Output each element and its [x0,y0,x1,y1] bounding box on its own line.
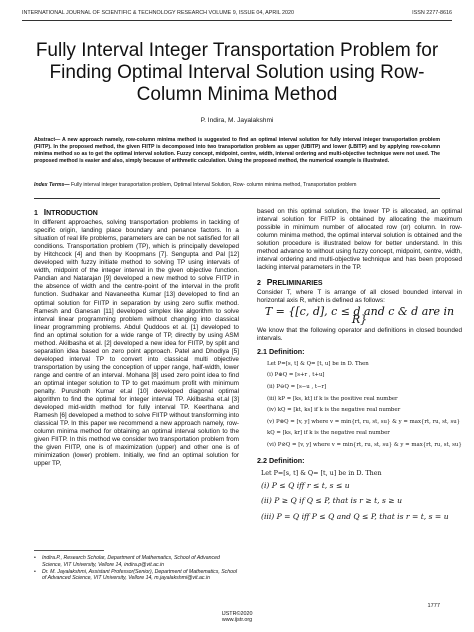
subsection-heading: 2.2 Definition: [257,455,305,465]
body-paragraph: We know that the following operator and definitions in closed bounded intervals. [257,326,462,342]
page-number: 1777 [427,603,440,609]
abstract-text: A new approach namely, row-column minima method is suggested to find an optimal interval solution for fully interval integer transportation problem (FIITP). In the proposed method, the given FIITP is decomposed into two transportation problem as upper (UBITP) and lower (LBITP) and by applying row-column minima method so as to get the optimal interval solution. Fuzzy concept, midpoint, centre, width, interval ordering and multi-objective technique were not used. The proposed method is easier and also, simply because of arithmetic calculation. Using the proposed method, the numerical example is illustrated. [34,137,440,164]
journal-name: INTERNATIONAL JOURNAL OF SCIENTIFIC & TECHNOLOGY RESEARCH VOLUME 9, ISSUE 04, APRIL 2020 [22,10,294,16]
paper-title: Fully Interval Integer Transportation Problem for Finding Optimal Interval Solution using Row- Column Minima Method [35,40,439,105]
copyright: IJSTR©2020 [221,611,253,617]
interval-set-formula: T = {[c, d], c ≤ d and c & d are in R} [264,304,455,326]
paper-authors: P. Indira, M. Jayalakshmi [200,117,274,124]
intro-paragraph: In different approaches, solving transportation problems in tackling of specific origin, landing place boundary and penance factors. In a situation of real life problems, parameters are can be not satisfied for all conditions. Transportation problem (TP), which is principally developed by Hitchcock [4] and then by Koopmans [7]. Sengupta and Pal [12] developed with fuzzy initiate method to solving TP using intervals of width, midpoint of the integer interval in the given objective function. Pandian and Natarajan [9] developed a new method to solve FIITP in the absence of width and the centre-point of the interval in the profit function. Sudhakar and Navaneetha Kumar [13] developed to find an optimal solution for FIITP in separation by using zero suffix method. Ramesh and Ganesan [11] developed simplex like algorithm to solve interval linear programming problem without changing into classical linear programming problems. Abdul Quddoos et al. [1] developed to find an optimal solution for a wide range of TP, directly by using ASM method. Akilbasha et al. [2] developed a new idea for FIITP, by split and separation idea based on zero point approach. Patel and Dhodiya [5] developed interval TP to convert into classical multi objective transportation by using the conception of upper range, half-width, lower range and centre of an interval. Mohana [8] used zero point idea to find an optimal integer solution to TP to get maximum profit with minimum penalty. Purushoth Kumar et.al [10] developed diagonal optimal algorithm to find the optimal for integer interval TP. Akilbasha et.al [3] developed mid-width method for fully interval TP. Keerthana and Ramesh [6] developed a method to solve FIITP without transforming into classical TP. In this paper we recommend a new approach namely, row-column minima method for obtaining an optimal interval solution to the given FIITP. In this method we consider two transportation problem from the given FIITP, one is of maximization (upper) and other one is of minimization (lower) problem. Initially, we find an optimal solution for upper TP, [34,219,239,468]
issn: ISSN 2277-8616 [412,10,452,16]
header-divider [22,20,452,21]
abstract-label: Abstract— [34,137,61,143]
right-column [257,208,462,524]
index-terms-text: Fully interval integer transportation problem, Optimal Interval Solution, Row- column minima method, Transportation problem [69,182,357,188]
body-paragraph: Consider T, where T is arrange of all closed bounded interval in horizontal axis R, which is defined as follows: [257,289,462,305]
index-terms [34,182,440,189]
abstract [34,137,440,165]
body-paragraph: based on this optimal solution, the lower TP is allocated, an optimal interval solution for FIITP is obtained by allocating the maximum possible in minimum number of allocated row (or) column. In row-column minima method, the optimal interval solution is obtained and the solution procedure is illustrated below for better understand. In this method advance to without using fuzzy concept, midpoint, centre, width, interval ordering and multi-objective technique and has been proposed lacking interval parameters in the TP. [257,208,462,272]
definition-1-operations: Let P=[s, t] & Q= [t, u] be in D. Then (i) P⊕Q = [s+r , t+u] (ii) P⊖Q = [s−u , t−r] (iii) kP = [ks, kt] if k is the positive real number (iv) kQ = [kt, ks] if k is the negative real number (v) P⊗Q = [v, y] where v = min{rt, ru, st, su} & y = max{rt, ru, st, su} kQ = [ks, kr] if k is the negative real number (vi) P⊘Q = [v, y] where v = min{rt, ru, st, su} & y = max{rt, ru, st, su} [267,360,462,448]
footnote-item: • Indira.P., Research Scholar, Department of Mathematics, School of Advanced Science, VIT University, Vellore 14, indira.p@vit.ac.in [34,555,239,569]
footnote-divider [34,550,104,551]
section-heading-preliminaries: 2 PRELIMINARIES [257,277,323,288]
author-footnotes [34,555,239,582]
subsection-heading: 2.1 Definition: [257,346,305,356]
page-footer [0,611,474,624]
footnote-item: • Dr. M. Jayalakshmi, Assistant Professor(Senior), Department of Mathematics, School of Advanced Science, VIT University, Vellore 14, m.jayalakshmi@vit.ac.in [34,569,239,583]
left-column [34,208,239,469]
index-terms-label: Index Terms— [34,182,70,188]
section-heading-introduction: 1 INTRODUCTION [34,207,98,217]
website-link[interactable]: www.ijstr.org [221,617,253,624]
definition-2-ordering: Let P=[s, t] & Q= [t, u] be in D. Then (i) P ≤ Q iff r ≤ t, s ≤ u (ii) P ≥ Q if Q ≤ P, that is r ≥ t, s ≥ u (iii) P = Q iff P ≤ Q and Q ≤ P, that is r = t, s = u [261,468,449,521]
abstract-divider [34,198,440,199]
running-header [22,10,452,16]
